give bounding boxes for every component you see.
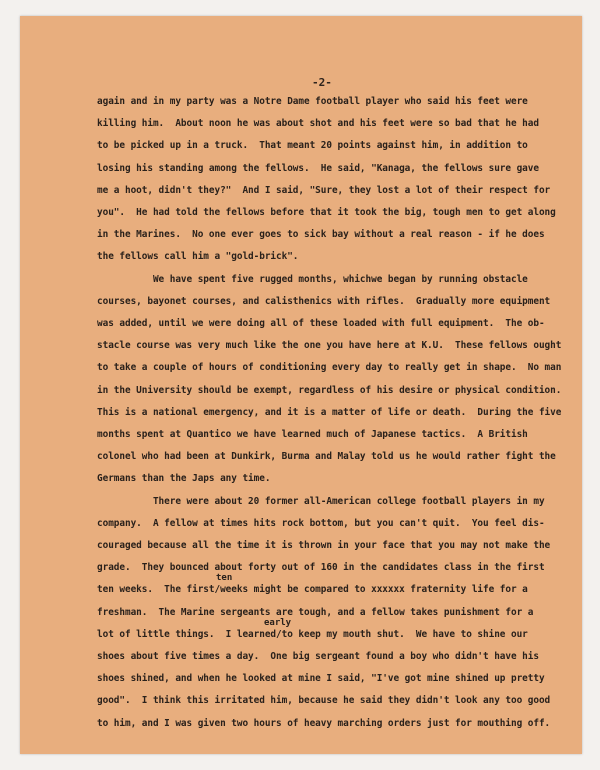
text-line: again and in my party was a Notre Dame football player who said his feet were bbox=[97, 96, 528, 107]
text-line: lot of little things. I learned/to keep my mouth shut. We have to shine our bbox=[97, 628, 528, 640]
text-line: losing his standing among the fellows. He said, "Kanaga, the fellows sure gave bbox=[97, 162, 539, 174]
text-line: to be picked up in a truck. That meant 20 points against him, in addition to bbox=[97, 140, 528, 152]
text-line: stacle course was very much like the one you have here at K.U. These fellows ought bbox=[97, 340, 562, 352]
text-line: months spent at Quantico we have learned much of Japanese tactics. A British bbox=[97, 429, 528, 440]
text-line: in the Marines. No one ever goes to sick bay without a real reason - if he does bbox=[97, 229, 545, 241]
text-line: ten weeks. The first/weeks might be compared to xxxxxx fraternity life for a bbox=[97, 584, 528, 596]
text-line: Germans than the Japs any time. bbox=[97, 473, 271, 485]
text-line: We have spent five rugged months, whichwe began by running obstacle bbox=[97, 273, 528, 285]
interlinear-insertion: ten bbox=[216, 573, 233, 584]
text-line: to take a couple of hours of conditioning every day to really get in shape. No man bbox=[97, 362, 562, 374]
text-line: in the University should be exempt, regardless of his desire or physical condition. bbox=[97, 384, 562, 396]
text-line: shoes shined, and when he looked at mine I said, "I've got mine shined up pretty bbox=[97, 673, 545, 685]
text-line: grade. They bounced about forty out of 160 in the candidates class in the first bbox=[97, 562, 545, 574]
text-line: the fellows call him a "gold-brick". bbox=[97, 251, 299, 263]
text-line: couraged because all the time it is thrown in your face that you may not make the bbox=[97, 540, 551, 551]
text-line: This is a national emergency, and it is a matter of life or death. During the five bbox=[97, 406, 562, 418]
text-line: me a hoot, didn't they?" And I said, "Sure, they lost a lot of their respect for bbox=[97, 184, 551, 196]
text-line: to him, and I was given two hours of heavy marching orders just for mouthing off. bbox=[97, 717, 551, 729]
text-line: killing him. About noon he was about shot and his feet were so bad that he had bbox=[97, 118, 539, 130]
text-line: colonel who had been at Dunkirk, Burma and Malay told us he would rather fight the bbox=[97, 451, 556, 463]
text-line: shoes about five times a day. One big sergeant found a boy who didn't have his bbox=[97, 651, 539, 662]
text-line: There were about 20 former all-American college football players in my bbox=[97, 495, 545, 507]
text-line: courses, bayonet courses, and calisthenics with rifles. Gradually more equipment bbox=[97, 295, 551, 307]
text-line: company. A fellow at times hits rock bottom, but you can't quit. You feel dis- bbox=[97, 517, 545, 529]
page-number: -2- bbox=[312, 76, 332, 89]
typewritten-page bbox=[20, 16, 582, 754]
text-line: you". He had told the fellows before that it took the big, tough men to get along bbox=[97, 207, 556, 218]
text-line: good". I think this irritated him, because he said they didn't look any too good bbox=[97, 695, 551, 707]
text-line: was added, until we were doing all of these loaded with full equipment. The ob- bbox=[97, 318, 545, 329]
interlinear-insertion: early bbox=[264, 617, 292, 628]
text-line: freshman. The Marine sergeants are tough, and a fellow takes punishment for a bbox=[97, 606, 534, 618]
